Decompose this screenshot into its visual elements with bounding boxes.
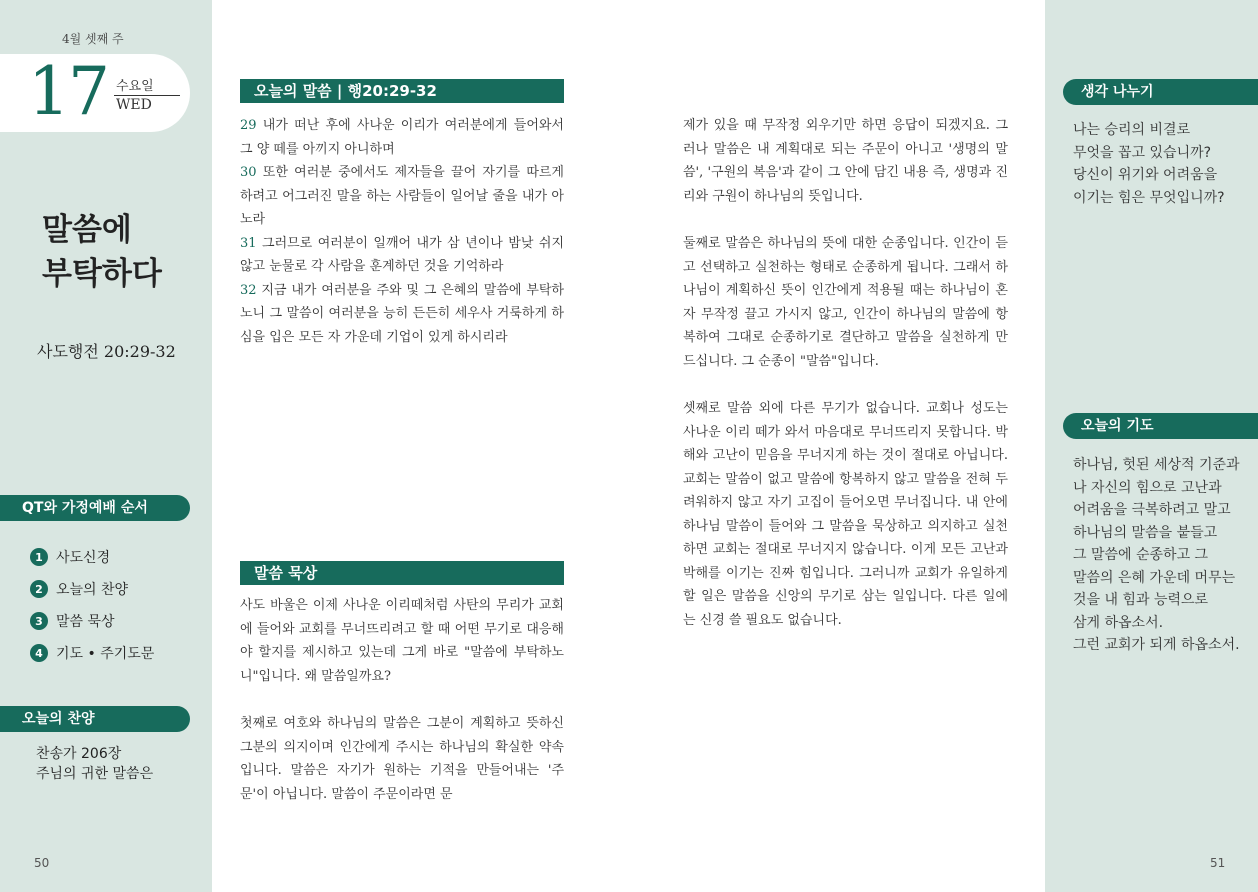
qt-step: [30, 637, 154, 669]
share-thoughts-text: [1073, 119, 1225, 209]
hymn-info: [36, 744, 153, 784]
verse-number: 31: [240, 235, 257, 251]
hymn-title: 주님의 귀한 말씀은: [36, 766, 154, 782]
page-number-left: 50: [34, 856, 50, 870]
qt-order-heading: QT와 가정예배 순서: [0, 495, 190, 521]
meditation-paragraph: 셋째로 말씀 외에 다른 무기가 없습니다. 교회나 성도는 사나운 이리 떼가 와서 마음대로 무너뜨리지 못합니다. 박해와 고난이 믿음을 무너지게 하는 것이 절대로 아닙니다. 교회는 말씀이 없고 말씀에 항복하지 않고 말씀을 전혀 두려워하지 않고 자기 고집이 들어오면 무너집니다. 내 안에 하나님 말씀이 들어와 그 말씀을 묵상하고 의지하고 실천하면 교회는 절대로 무너지지 않습니다. 이게 모든 고난과 박해를 이기는 진짜 힘입니다. 그러니까 교회가 유일하게 할 일은 말씀을 신앙의 무기로 삼는 일입니다. 다른 일에는 신경 쓸 필요도 없습니다.: [683, 401, 1008, 628]
page-title: [42, 208, 162, 296]
prayer-line: 말씀의 은혜 가운데 머무는: [1073, 569, 1236, 586]
prayer-line: 하나님의 말씀을 붙들고: [1073, 524, 1218, 541]
qt-order-list: [30, 541, 154, 669]
step-number-badge: 1: [30, 548, 48, 566]
meditation-heading: 말씀 묵상: [240, 561, 564, 585]
prayer-heading: 오늘의 기도: [1063, 413, 1258, 439]
verse-text: 지금 내가 여러분을 주와 및 그 은혜의 말씀에 부탁하노니 그 말씀이 여러분을 능히 든든히 세우사 거룩하게 하심을 입은 모든 자 가운데 기업이 있게 하시리라: [240, 282, 564, 345]
verse-text: 그러므로 여러분이 일깨어 내가 삼 년이나 밤낮 쉬지 않고 눈물로 각 사람을 훈계하던 것을 기억하라: [240, 235, 564, 274]
week-label: 4월 셋째 주: [62, 32, 124, 46]
share-line: 이기는 힘은 무엇입니까?: [1073, 189, 1225, 206]
step-number-badge: 4: [30, 644, 48, 662]
step-label: 오늘의 찬양: [56, 582, 129, 598]
verse-text: 또한 여러분 중에서도 제자들을 끌어 자기를 따르게 하려고 어그러진 말을 하는 사람들이 일어날 줄을 내가 아노라: [240, 165, 564, 227]
verse: [240, 114, 564, 161]
prayer-text: [1073, 454, 1240, 657]
meditation-paragraph: 첫째로 여호와 하나님의 말씀은 그분이 계획하고 뜻하신 그분의 의지이며 인간에게 주시는 하나님의 확실한 약속입니다. 말씀은 자기가 원하는 기적을 만들어내는 '주문'이 아닙니다. 말씀이 주문이라면 문: [240, 716, 564, 802]
page-title-line2: 부탁하다: [42, 256, 162, 292]
meditation-paragraph: 둘째로 말씀은 하나님의 뜻에 대한 순종입니다. 인간이 듣고 선택하고 실천하는 형태로 순종하게 됩니다. 그래서 하나님이 계획하신 뜻이 인간에게 적용될 때는 하나님이 혼자 무작정 끌고 가시지 않고, 인간이 하나님의 말씀에 항복하여 그대로 순종하기로 결단하고 말씀을 실천하게 만드십니다. 그 순종이 "말씀"입니다.: [683, 236, 1008, 369]
share-thoughts-heading: 생각 나누기: [1063, 79, 1258, 105]
verse: [240, 161, 564, 232]
verse-number: 29: [240, 118, 257, 133]
step-label: 사도신경: [56, 550, 111, 566]
qt-step: [30, 573, 154, 605]
share-line: 나는 승리의 비결로: [1073, 122, 1191, 138]
step-label: 말씀 묵상: [56, 614, 115, 630]
verse-number: 30: [240, 165, 257, 180]
verse-text: 내가 떠난 후에 사나운 이리가 여러분에게 들어와서 그 양 떼를 아끼지 아니하며: [240, 118, 564, 157]
prayer-line: 나 자신의 힘으로 고난과: [1073, 479, 1222, 496]
share-line: 무엇을 꼽고 있습니까?: [1073, 144, 1212, 161]
left-sidebar: [0, 0, 212, 892]
today-word-heading: 오늘의 말씀 | 행20:29-32: [240, 79, 564, 103]
page-number-right: 51: [1210, 856, 1226, 870]
meditation-paragraph: 제가 있을 때 무작정 외우기만 하면 응답이 되겠지요. 그러나 말씀은 내 계획대로 되는 주문이 아니고 '생명의 말씀', '구원의 복음'과 같이 그 안에 담긴 내용 즉, 생명과 진리와 구원이 하나님의 뜻입니다.: [683, 118, 1008, 204]
step-label: 기도 • 주기도문: [56, 646, 155, 662]
day-number: 17: [28, 53, 108, 130]
scripture-reference: 사도행전 20:29-32: [37, 342, 176, 361]
weekday-korean: 수요일: [116, 79, 154, 94]
verse: [240, 279, 564, 350]
page-title-line1: 말씀에: [42, 212, 132, 248]
step-number-badge: 3: [30, 612, 48, 630]
prayer-line: 삼게 하옵소서.: [1073, 614, 1164, 631]
verse-number: 32: [240, 282, 257, 298]
qt-step: [30, 605, 154, 637]
meditation-column-2: [683, 114, 1008, 656]
scripture-text: [240, 114, 564, 349]
weekday-english: WED: [116, 97, 152, 113]
meditation-paragraph: 사도 바울은 이제 사나운 이리떼처럼 사탄의 무리가 교회에 들어와 교회를 무너뜨리려고 할 때 어떤 무기로 대응해야 할지를 제시하고 있는데 그게 바로 "말씀에 부탁하노니"입니다. 왜 말씀일까요?: [240, 598, 564, 684]
step-number-badge: 2: [30, 580, 48, 598]
prayer-line: 그런 교회가 되게 하옵소서.: [1073, 637, 1240, 653]
prayer-line: 그 말씀에 순종하고 그: [1073, 547, 1209, 563]
verse: [240, 232, 564, 279]
hymn-number: 찬송가 206장: [36, 746, 122, 762]
prayer-line: 하나님, 헛된 세상적 기준과: [1073, 457, 1240, 473]
hymn-heading: 오늘의 찬양: [0, 706, 190, 732]
prayer-line: 어려움을 극복하려고 말고: [1073, 502, 1231, 518]
weekday-divider: [114, 95, 180, 96]
meditation-column-1: [240, 594, 564, 830]
prayer-line: 것을 내 힘과 능력으로: [1073, 592, 1209, 608]
qt-step: [30, 541, 154, 573]
share-line: 당신이 위기와 어려움을: [1073, 167, 1218, 183]
